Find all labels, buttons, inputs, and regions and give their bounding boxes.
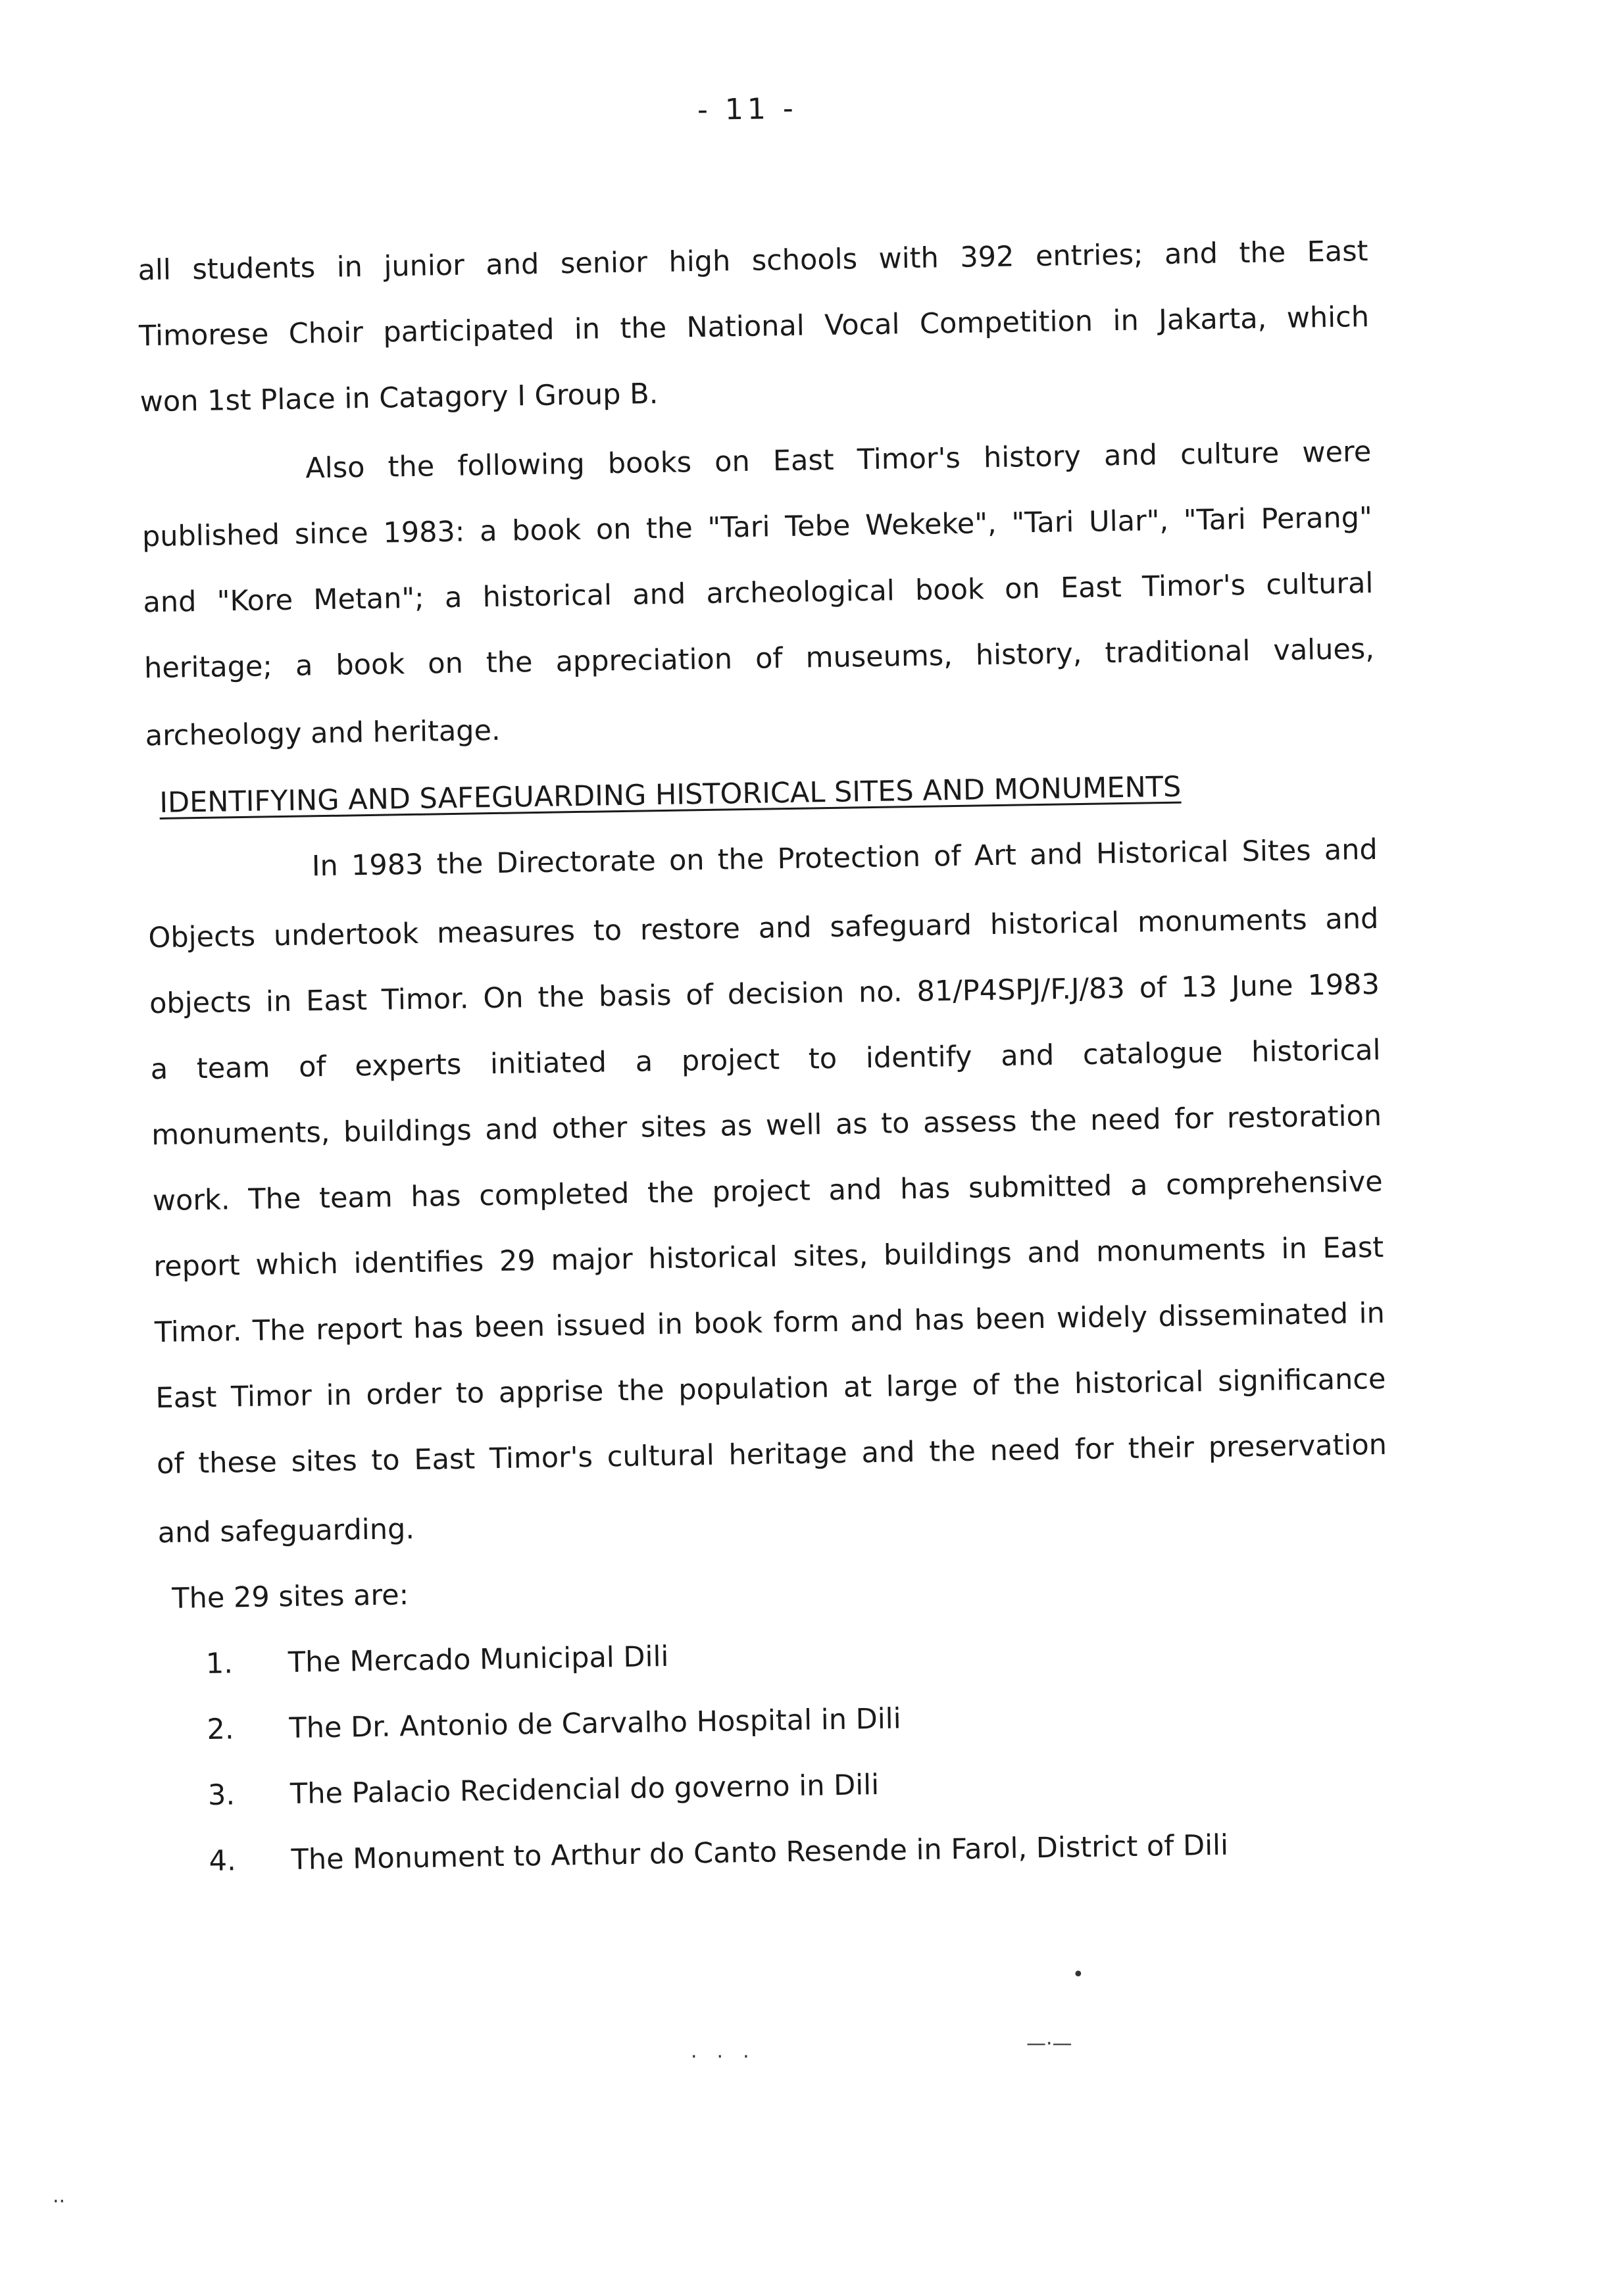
paragraph-3-line-10: of these sites to East Timor's cultural heritage and the need for their preservation [156,1428,1388,1481]
paragraph-2-line-2: published since 1983: a book on the "Tari Tebe Wekeke", "Tari Ular", "Tari Perang" [141,501,1373,554]
list-item-number: 1. [205,1647,234,1681]
paragraph-1-line-2: Timorese Choir participated in the National Vocal Competition in Jakarta, which [138,301,1370,353]
list-item [206,1640,669,1681]
scan-speck: —·— [1026,2032,1072,2055]
list-item-number: 3. [207,1778,236,1813]
list-item-number: 4. [209,1844,237,1878]
paragraph-3-line-9: East Timor in order to apprise the population at large of the historical significance [155,1362,1386,1415]
list-item-text: The Dr. Antonio de Carvalho Hospital in Dili [289,1702,901,1746]
paragraph-3-line-11: and safeguarding. [157,1513,415,1550]
list-item-number: 2. [207,1713,234,1747]
page-number: - 11 - [697,91,798,128]
scan-speck: ··· [691,2045,769,2068]
scan-speck: • [1072,1963,1084,1986]
list-item-text: The Palacio Recidencial do governo in Dili [289,1768,880,1811]
paragraph-2-line-1: Also the following books on East Timor's history and culture were [305,435,1372,485]
paragraph-3-line-4: a team of experts initiated a project to identify and catalogue historical [150,1033,1381,1087]
paragraph-3-line-8: Timor. The report has been issued in book form and has been widely disseminated in [154,1296,1386,1350]
paragraph-1-line-1: all students in junior and senior high schools with 392 entries; and the East [138,235,1368,287]
paragraph-3-line-5: monuments, buildings and other sites as well as to assess the need for restoration [151,1099,1382,1152]
list-item [208,1768,880,1813]
paragraph-3-line-7: report which identifies 29 major historical sites, buildings and monuments in East [153,1231,1384,1284]
paragraph-2-line-3: and "Kore Metan"; a historical and archeological book on East Timor's cultural [143,566,1374,620]
list-item-text: The Mercado Municipal Dili [288,1640,669,1680]
list-item [209,1828,1228,1878]
paragraph-1-line-3: won 1st Place in Catagory I Group B. [139,378,659,419]
section-heading: IDENTIFYING AND SAFEGUARDING HISTORICAL SITES AND MONUMENTS [159,770,1182,819]
paragraph-3-line-1: In 1983 the Directorate on the Protection of Art and Historical Sites and [311,833,1378,883]
paragraph-2-line-4: heritage; a book on the appreciation of museums, history, traditional values, [143,632,1375,685]
paragraph-3-line-2: Objects undertook measures to restore and safeguard historical monuments and [148,902,1379,955]
list-item-text: The Monument to Arthur do Canto Resende in Farol, District of Dili [291,1828,1229,1877]
scan-speck: ·· [53,2190,66,2213]
paragraph-3-line-3: objects in East Timor. On the basis of decision no. 81/P4SPJ/F.J/83 of 13 June 1983 [149,967,1380,1021]
paragraph-3-line-6: work. The team has completed the project and has submitted a comprehensive [152,1165,1384,1218]
list-item [207,1701,901,1747]
list-intro: The 29 sites are: [171,1578,409,1615]
paragraph-2-line-5: archeology and heritage. [145,714,501,753]
